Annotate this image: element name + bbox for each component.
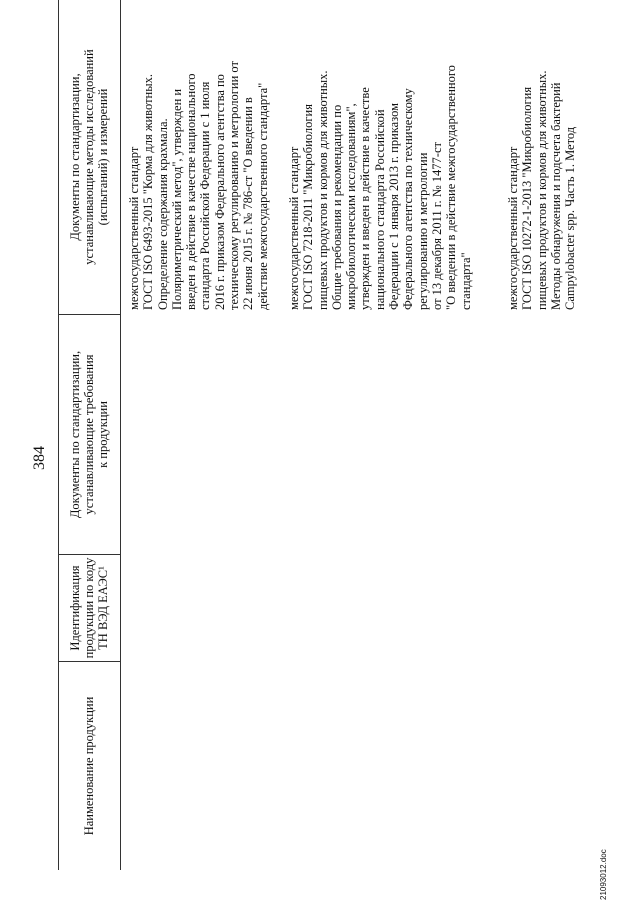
- standard-entry-gost-iso-6493: межгосударственный стандарт ГОСТ ISO 6493-2015 "Корма для животных. Определение содержания крахмала. Поляриметрический метод", утвержден и введен в действие в качестве национального стандарта Российской Федерации с 1 июля 2016 г. приказом Федерального агентства по техническому регулированию и метрологии от 22 июня 2015 г. № 786-ст "О введении в действие межгосударственного стандарта": [127, 61, 270, 310]
- header-product-name: Наименование продукции: [82, 696, 96, 836]
- page-number: 384: [31, 446, 48, 470]
- header-product-requirements: Документы по стандартизации, устанавливающие требования к продукции: [68, 350, 110, 519]
- header-bottom-border: [120, 0, 121, 870]
- file-reference: 21093012.doc: [599, 849, 608, 900]
- header-tn-ved-code: Идентификация продукции по коду ТН ВЭД ЕАЭС¹: [68, 557, 110, 659]
- rotated-page: [25, 0, 615, 900]
- standard-entry-gost-iso-7218: межгосударственный стандарт ГОСТ ISO 7218-2011 "Микробиология пищевых продуктов и кормов для животных. Общие требования и рекомендации по микробиологическим исследованиям", утвержден и введен в действие в качестве национального стандарта Российской Федерации с 1 января 2013 г. приказом Федерального агентства по техническому регулированию и метрологии от 13 декабря 2011 г. № 1477-ст "О введении в действие межгосударственного стандарта": [287, 65, 473, 310]
- header-test-methods: Документы по стандартизации, устанавливающие методы исследований (испытаний) и измерений: [68, 49, 110, 265]
- standard-entry-gost-iso-10272: межгосударственный стандарт ГОСТ ISO 10272-1-2013 "Микробиология пищевых продуктов и кормов для животных. Методы обнаружения и подсчета бактерий Campylobacter spp. Часть 1. Метод: [506, 70, 578, 310]
